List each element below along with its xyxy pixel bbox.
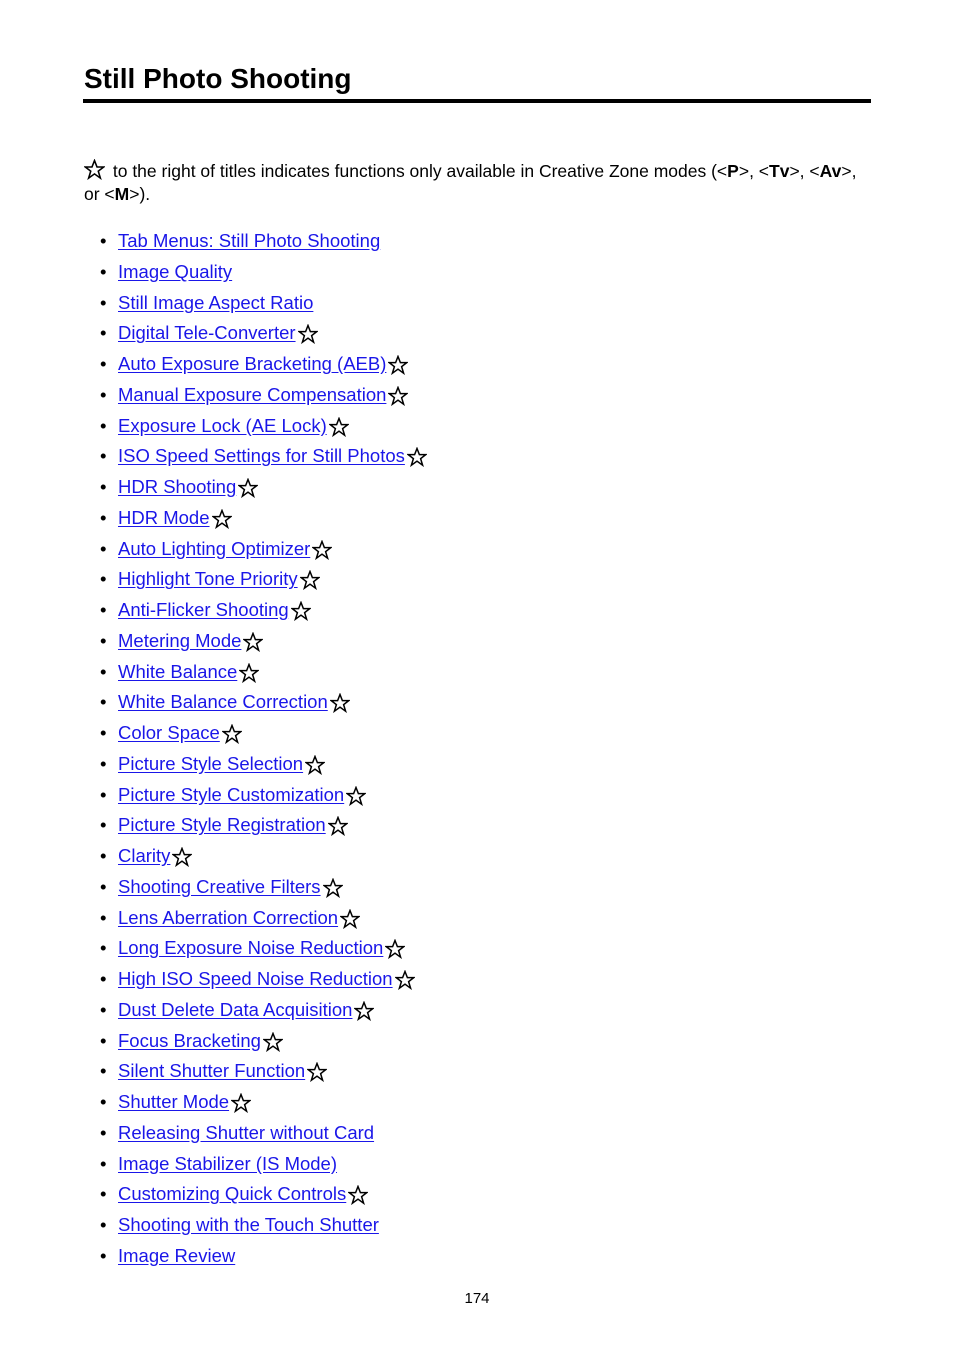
list-item (100, 411, 427, 442)
star-outline-icon (330, 693, 350, 713)
star-outline-icon (385, 939, 405, 959)
star-outline-icon (305, 755, 325, 775)
bullet: • (100, 937, 107, 959)
list-item (100, 472, 427, 503)
bullet: • (100, 414, 107, 436)
star-outline-icon (340, 909, 360, 929)
title-rule (83, 99, 871, 103)
topic-link[interactable]: Clarity (118, 845, 171, 866)
star-outline-icon (407, 447, 427, 467)
topic-link[interactable]: Still Image Aspect Ratio (118, 291, 314, 313)
list-item (100, 687, 427, 718)
bullet: • (100, 875, 107, 897)
topic-link[interactable]: Auto Exposure Bracketing (AEB) (118, 353, 387, 374)
topic-link[interactable]: Image Review (118, 1244, 236, 1266)
bullet: • (100, 1244, 107, 1266)
topic-link[interactable]: Metering Mode (118, 629, 242, 651)
bullet: • (100, 845, 107, 866)
star-outline-icon (298, 324, 318, 344)
star-outline-icon (312, 540, 332, 560)
star-outline-icon (84, 159, 105, 180)
star-outline-icon (300, 570, 320, 590)
bullet: • (100, 1060, 107, 1082)
star-outline-icon (348, 1185, 368, 1205)
list-item (100, 380, 427, 411)
topic-link[interactable]: Anti-Flicker Shooting (118, 599, 289, 620)
list-item (100, 595, 427, 626)
list-item (100, 1118, 427, 1149)
bullet: • (100, 998, 107, 1020)
topic-link[interactable]: Silent Shutter Function (118, 1060, 306, 1082)
list-item (100, 441, 427, 472)
star-outline-icon (388, 386, 408, 406)
page-title: Still Photo Shooting (84, 63, 352, 94)
topic-link[interactable]: Digital Tele-Converter (118, 322, 296, 344)
bullet: • (100, 1091, 107, 1112)
star-outline-icon (395, 970, 415, 990)
star-outline-icon (291, 601, 311, 621)
list-item (100, 1149, 427, 1180)
list-item (100, 288, 427, 319)
note-sep: >, < (738, 161, 770, 181)
bullet: • (100, 230, 107, 251)
list-item (100, 872, 427, 903)
bullet: • (100, 906, 107, 928)
topic-link[interactable]: HDR Shooting (118, 476, 237, 497)
star-outline-icon (231, 1093, 251, 1113)
list-item (100, 1087, 427, 1118)
list-item (100, 1241, 427, 1272)
topic-link[interactable]: White Balance (118, 660, 238, 682)
bullet: • (100, 722, 107, 743)
star-outline-icon (328, 816, 348, 836)
list-item (100, 1026, 427, 1057)
list-item (100, 564, 427, 595)
bullet: • (100, 783, 107, 805)
topic-link[interactable]: HDR Mode (118, 506, 210, 528)
list-item (100, 810, 427, 841)
star-outline-icon (388, 355, 408, 375)
bullet: • (100, 1121, 107, 1143)
bullet: • (100, 660, 107, 682)
creative-zone-note (84, 159, 874, 206)
star-outline-icon (354, 1001, 374, 1021)
star-outline-icon (263, 1032, 283, 1052)
mode-tv: Tv (769, 161, 790, 181)
bullet: • (100, 291, 107, 313)
topic-link[interactable]: Auto Lighting Optimizer (118, 537, 311, 559)
list-item (100, 257, 427, 288)
bullet: • (100, 1029, 107, 1051)
topic-link[interactable]: Dust Delete Data Acquisition (118, 998, 353, 1020)
topic-link[interactable]: Picture Style Selection (118, 752, 304, 774)
bullet: • (100, 445, 107, 467)
topic-link[interactable]: Focus Bracketing (118, 1029, 261, 1051)
topic-link[interactable]: Lens Aberration Correction (118, 906, 339, 928)
list-item (100, 1210, 427, 1241)
list-item (100, 749, 427, 780)
list-item (100, 995, 427, 1026)
bullet: • (100, 629, 107, 651)
star-outline-icon (212, 509, 232, 529)
topic-link[interactable]: Shutter Mode (118, 1091, 230, 1112)
bullet: • (100, 383, 107, 405)
topic-link[interactable]: Shooting with the Touch Shutter (118, 1214, 379, 1235)
list-item (100, 226, 427, 257)
topic-link[interactable]: Releasing Shutter without Card (118, 1121, 375, 1143)
topic-link[interactable]: Manual Exposure Compensation (118, 383, 387, 405)
topic-link[interactable]: Image Stabilizer (IS Mode) (118, 1152, 338, 1174)
bullet: • (100, 476, 107, 497)
topic-link[interactable]: Long Exposure Noise Reduction (118, 937, 384, 959)
bullet: • (100, 752, 107, 774)
list-item (100, 964, 427, 995)
mode-p: P (727, 161, 739, 181)
list-item (100, 1056, 427, 1087)
star-outline-icon (172, 847, 192, 867)
note-sep: >, < (789, 161, 820, 181)
bullet: • (100, 1183, 107, 1205)
topic-link[interactable]: Customizing Quick Controls (118, 1183, 347, 1205)
topic-link[interactable]: ISO Speed Settings for Still Photos (118, 445, 405, 467)
star-outline-icon (346, 786, 366, 806)
list-item (100, 534, 427, 565)
star-outline-icon (307, 1062, 327, 1082)
bullet: • (100, 260, 107, 282)
topic-link[interactable]: Picture Style Registration (118, 814, 326, 836)
list-item (100, 318, 427, 349)
list-item (100, 626, 427, 657)
bullet: • (100, 1152, 107, 1174)
topic-link[interactable]: Highlight Tone Priority (118, 568, 298, 590)
list-item (100, 903, 427, 934)
bullet: • (100, 1214, 107, 1235)
topic-link[interactable]: Shooting Creative Filters (118, 875, 321, 897)
bullet: • (100, 322, 107, 344)
topic-link[interactable]: Picture Style Customization (118, 783, 345, 805)
list-item (100, 933, 427, 964)
list-item (100, 718, 427, 749)
bullet: • (100, 599, 107, 620)
page-number: 174 (464, 1290, 490, 1307)
star-outline-icon (238, 478, 258, 498)
list-item (100, 841, 427, 872)
topic-link[interactable]: Image Quality (118, 260, 233, 282)
note-text: to the right of titles indicates functions only available in Creative Zone modes (< (108, 161, 728, 181)
star-outline-icon (329, 417, 349, 437)
star-outline-icon (239, 663, 259, 683)
bullet: • (100, 691, 107, 713)
list-item (100, 503, 427, 534)
topic-link[interactable]: Exposure Lock (AE Lock) (118, 414, 327, 436)
list-item (100, 657, 427, 688)
list-item (100, 349, 427, 380)
topic-link[interactable]: Color Space (118, 722, 220, 743)
star-outline-icon (243, 632, 263, 652)
topic-link[interactable]: White Balance Correction (118, 691, 328, 713)
topic-link[interactable]: Tab Menus: Still Photo Shooting (118, 230, 381, 251)
mode-m: M (114, 184, 130, 204)
star-outline-icon (222, 724, 242, 744)
note-sep: >, or < (84, 161, 857, 204)
bullet: • (100, 506, 107, 528)
list-item (100, 780, 427, 811)
bullet: • (100, 568, 107, 590)
mode-av: Av (819, 161, 842, 181)
bullet: • (100, 353, 107, 374)
topic-link[interactable]: High ISO Speed Noise Reduction (118, 968, 393, 989)
topic-list (100, 226, 427, 1272)
note-end: >). (129, 184, 151, 204)
bullet: • (100, 814, 107, 836)
list-item (100, 1179, 427, 1210)
star-outline-icon (323, 878, 343, 898)
bullet: • (100, 968, 107, 989)
bullet: • (100, 537, 107, 559)
